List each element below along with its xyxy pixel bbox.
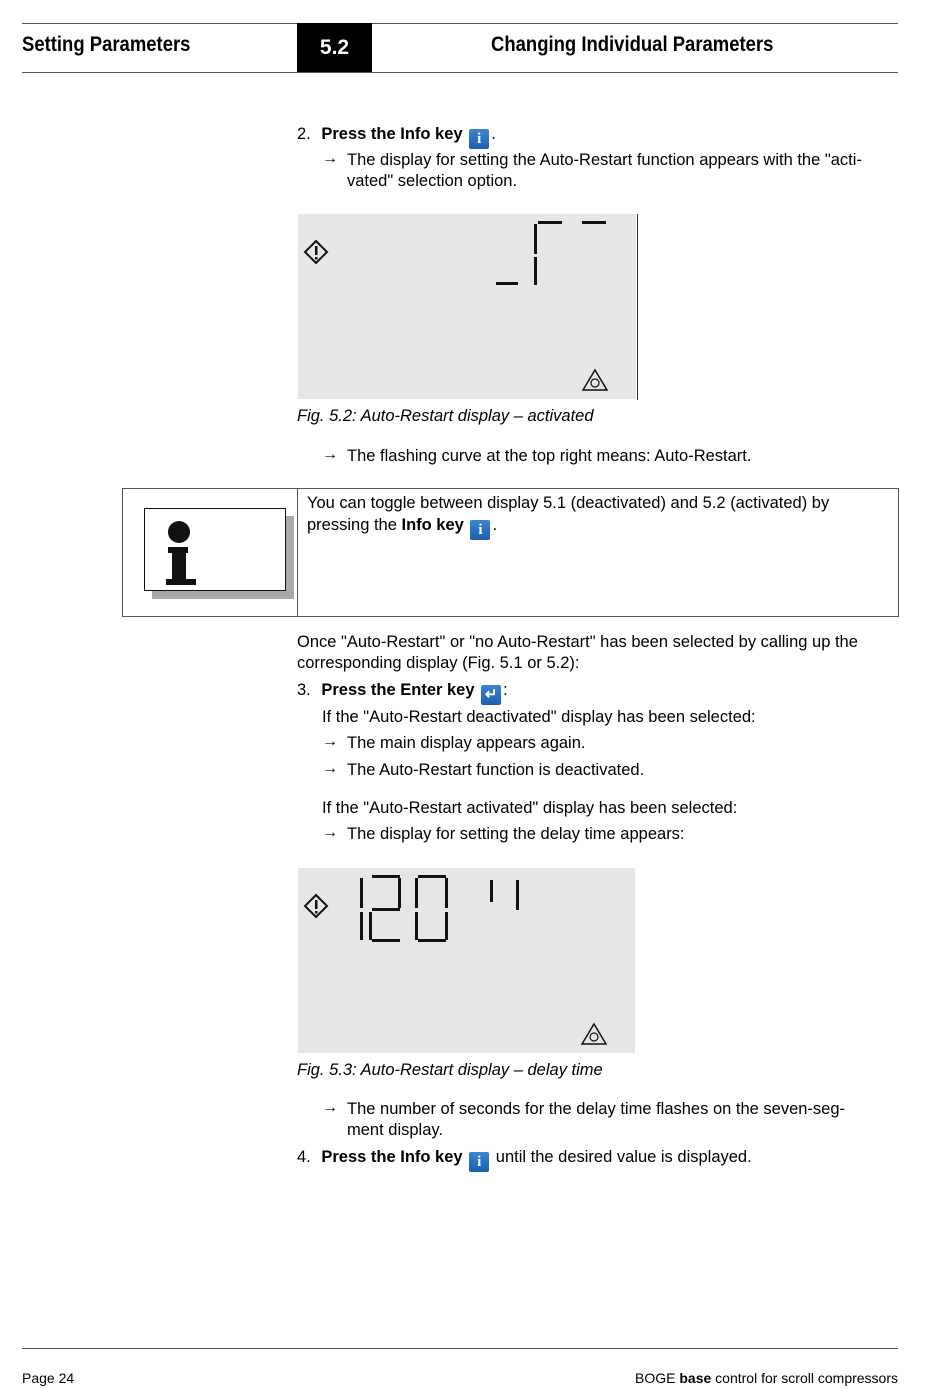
arrow-icon: → <box>322 733 338 750</box>
case-text: If the "Auto-Restart deactivated" display has been selected: <box>322 708 756 726</box>
step-3 <box>297 680 508 705</box>
step-number: 3. <box>297 681 311 699</box>
footer-brand <box>635 1368 898 1389</box>
case-text: If the "Auto-Restart activated" display has been selected: <box>322 799 738 817</box>
arrow-icon: → <box>322 150 338 167</box>
warning-icon <box>302 892 332 922</box>
enter-key-icon: ↵ <box>481 685 501 705</box>
header-section-number <box>297 23 372 72</box>
note-text-part: pressing the <box>307 516 402 534</box>
lcd-segment <box>534 224 537 254</box>
intro-text: Once "Auto-Restart" or "no Auto-Restart" has been selected by calling up the <box>297 633 858 651</box>
step-label: Press the Info key <box>321 1148 463 1166</box>
figure-caption: Fig. 5.3: Auto-Restart display – delay time <box>297 1061 603 1079</box>
note-key-name: Info key <box>401 516 464 534</box>
result-text: The display for setting the Auto-Restart function appears with the "acti- <box>347 151 862 169</box>
info-key-icon: i <box>469 1152 489 1172</box>
brand-desc: control for scroll compressors <box>711 1370 898 1386</box>
restart-icon <box>582 368 612 394</box>
figure-caption: Fig. 5.2: Auto-Restart display – activated <box>297 407 594 425</box>
header-top-rule <box>22 23 898 24</box>
lcd-segment <box>582 221 606 224</box>
brand-name: BOGE <box>635 1370 680 1386</box>
step-suffix: until the desired value is displayed. <box>495 1148 752 1166</box>
note-divider <box>297 488 298 616</box>
arrow-icon: → <box>322 1099 338 1116</box>
section-number-text: 5.2 <box>319 35 350 59</box>
footer-rule <box>22 1348 898 1349</box>
step-label: Press the Enter key <box>321 681 475 699</box>
header-section-title: Changing Individual Parameters <box>491 33 774 56</box>
result-text: The flashing curve at the top right means: Auto-Restart. <box>347 447 752 465</box>
result-text: The main display appears again. <box>347 734 586 752</box>
header-bottom-rule <box>22 72 898 73</box>
step-number: 4. <box>297 1148 311 1166</box>
info-glyph <box>155 509 215 590</box>
lcd-segment <box>496 282 518 285</box>
header-chapter-title: Setting Parameters <box>22 33 191 56</box>
lcd-digits <box>350 872 590 952</box>
result-text: The number of seconds for the delay time flashes on the seven-seg- <box>347 1100 846 1118</box>
intro-text-cont: corresponding display (Fig. 5.1 or 5.2): <box>297 654 580 672</box>
info-key-icon: i <box>470 520 490 540</box>
lcd-display-fig53 <box>298 868 635 1053</box>
note-text-cont <box>307 515 497 540</box>
result-text-cont: ment display. <box>347 1121 443 1139</box>
lcd-segment <box>534 257 537 285</box>
page-number: Page 24 <box>22 1370 75 1386</box>
note-text: You can toggle between display 5.1 (deactivated) and 5.2 (activated) by <box>307 494 830 512</box>
step-number: 2. <box>297 125 311 143</box>
warning-icon <box>302 238 332 268</box>
step-suffix: . <box>491 125 496 143</box>
info-icon <box>144 508 286 591</box>
step-suffix: : <box>503 681 508 699</box>
arrow-icon: → <box>322 446 338 463</box>
step-2 <box>297 124 496 149</box>
arrow-icon: → <box>322 760 338 777</box>
result-text: The display for setting the delay time appears: <box>347 825 685 843</box>
step-4 <box>297 1147 752 1172</box>
lcd-segment <box>538 221 562 224</box>
result-text: The Auto-Restart function is deactivated. <box>347 761 645 779</box>
result-text-cont: vated" selection option. <box>347 172 518 190</box>
lcd-edge <box>637 214 638 400</box>
note-text-end: . <box>492 516 498 534</box>
info-key-icon: i <box>469 129 489 149</box>
arrow-icon: → <box>322 824 338 841</box>
brand-product: base <box>679 1370 712 1386</box>
lcd-display-fig52 <box>298 214 636 399</box>
step-label: Press the Info key <box>321 125 463 143</box>
restart-icon <box>581 1022 611 1048</box>
